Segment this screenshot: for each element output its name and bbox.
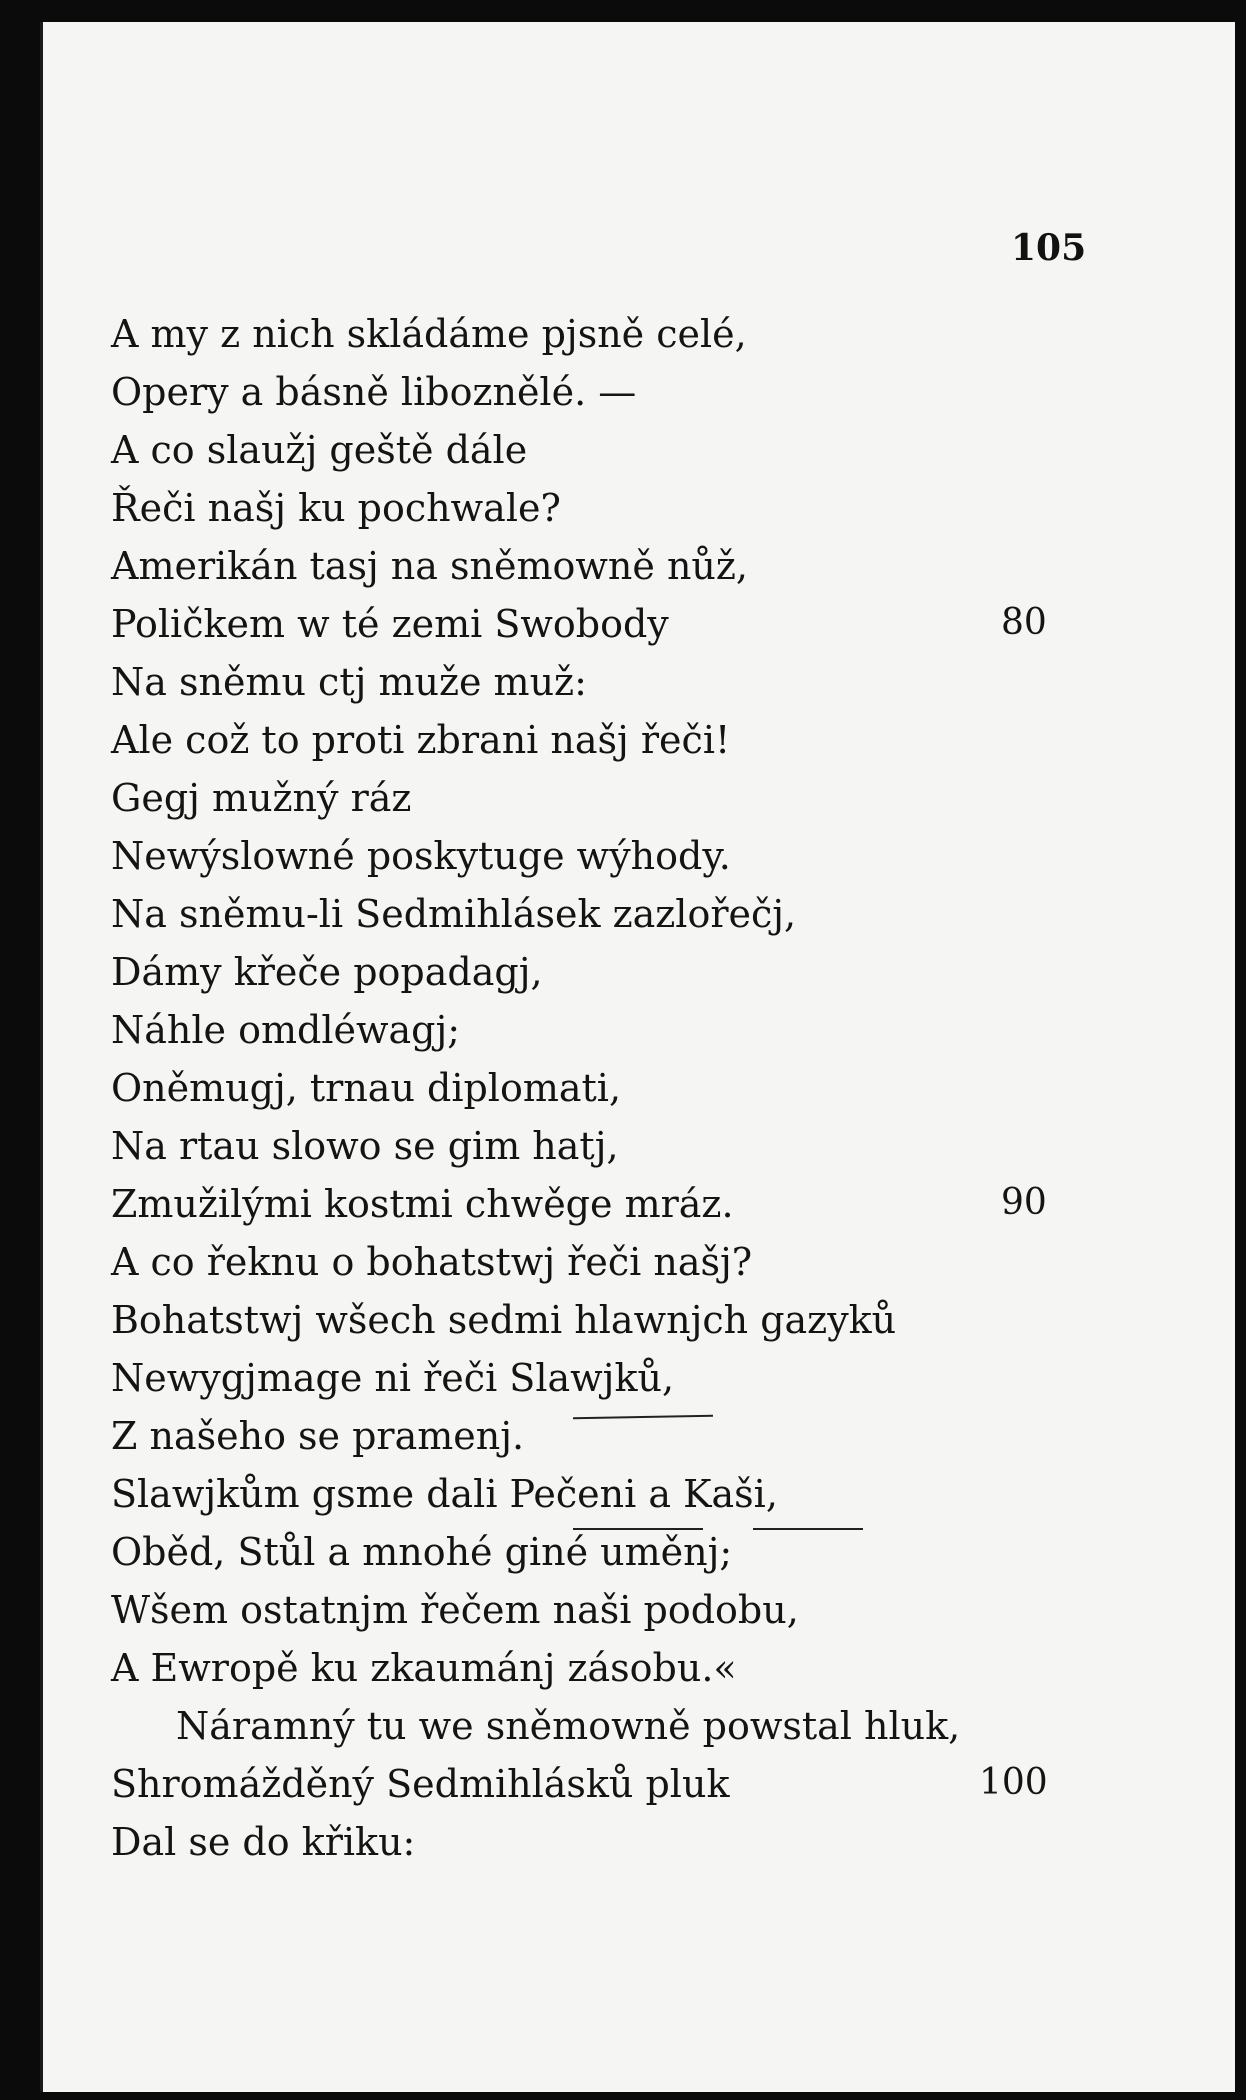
verse-line: Na sněmu-li Sedmihlásek zazlořečj, — [111, 892, 797, 936]
verse-line: A Ewropě ku zkaumánj zásobu.« — [111, 1646, 737, 1690]
verse-line: A co řeknu o bohatstwj řeči našj? — [111, 1240, 753, 1284]
verse-line: A co slaužj geště dále — [111, 428, 528, 472]
verse-line: Bohatstwj wšech sedmi hlawnjch gazyků — [111, 1298, 897, 1342]
verse-line: Gegj mužný ráz — [111, 776, 412, 820]
page-number: 105 — [1011, 227, 1087, 269]
verse-line: Newýslowné poskytuge wýhody. — [111, 834, 731, 878]
verse-line: Dámy křeče popadagj, — [111, 950, 543, 994]
verse-line: Oněmugj, trnau diplomati, — [111, 1066, 622, 1110]
pencil-underline — [573, 1528, 703, 1530]
verse-line: Opery a básně liboznělé. — — [111, 370, 637, 414]
line-number: 90 — [1001, 1182, 1047, 1223]
pencil-underline — [573, 1415, 713, 1419]
verse-line: Náhle omdléwagj; — [111, 1008, 461, 1052]
verse-line: Poličkem w té zemi Swobody — [111, 602, 669, 646]
verse-line: Z našeho se pramenj. — [111, 1414, 525, 1458]
verse-line: Dal se do křiku: — [111, 1820, 416, 1864]
verse-line: Na rtau slowo se gim hatj, — [111, 1124, 619, 1168]
line-number: 80 — [1001, 602, 1047, 643]
verse-line: Řeči našj ku pochwale? — [111, 486, 561, 530]
verse-line: Amerikán tasj na sněmowně nůž, — [111, 544, 749, 588]
verse-line: Zmužilými kostmi chwěge mráz. — [111, 1182, 734, 1226]
verse-line: Oběd, Stůl a mnohé giné uměnj; — [111, 1530, 733, 1574]
verse-line: Ale což to proti zbrani našj řeči! — [111, 718, 731, 762]
verse-line: Náramný tu we sněmowně powstal hluk, — [176, 1704, 961, 1748]
verse-line: A my z nich skládáme pjsně celé, — [111, 312, 747, 356]
verse-line: Na sněmu ctj muže muž: — [111, 660, 587, 704]
book-page — [40, 22, 1235, 2092]
verse-line: Slawjkům gsme dali Pečeni a Kaši, — [111, 1472, 778, 1516]
verse-line: Wšem ostatnjm řečem naši podobu, — [111, 1588, 799, 1632]
pencil-underline — [753, 1528, 863, 1530]
verse-line: Newygjmage ni řeči Slawjků, — [111, 1356, 675, 1400]
verse-line: Shromážděný Sedmihlásků pluk — [111, 1762, 730, 1806]
line-number: 100 — [979, 1762, 1048, 1803]
